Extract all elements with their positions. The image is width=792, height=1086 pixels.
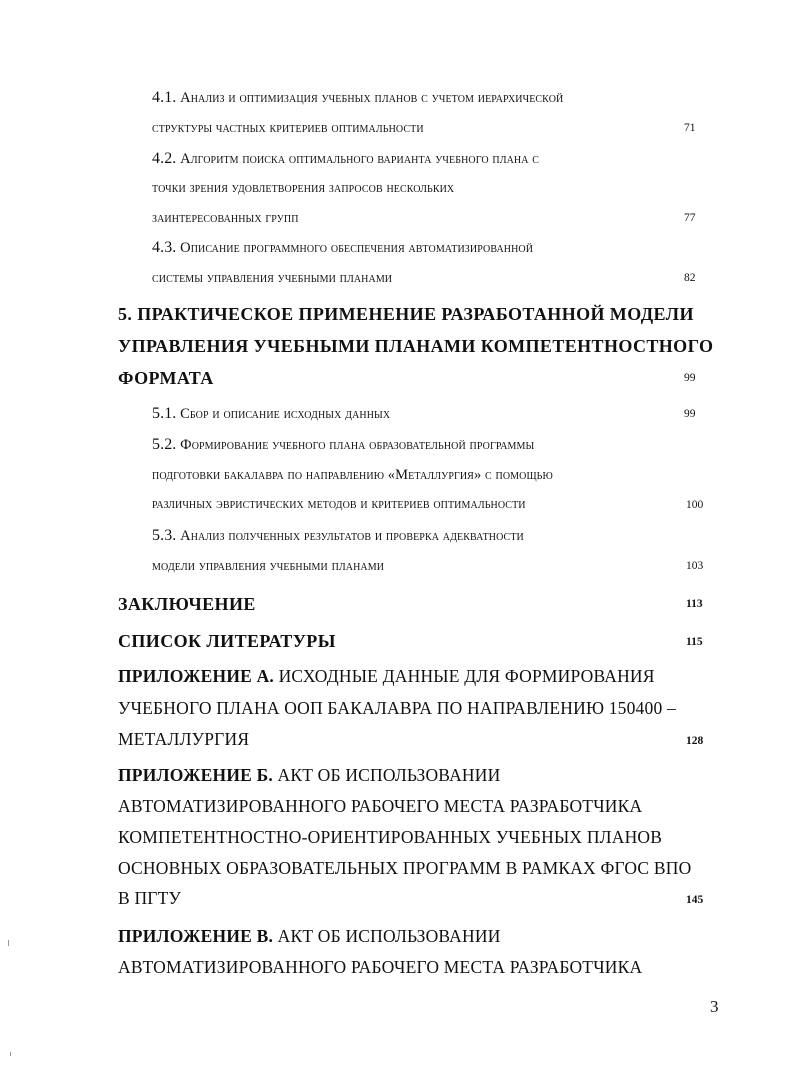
toc-entry-5-1-line-1 [152, 406, 390, 422]
toc-appendix-b-line-4: ОСНОВНЫХ ОБРАЗОВАТЕЛЬНЫХ ПРОГРАММ В РАМКАХ ФГОС ВПО [118, 858, 692, 878]
toc-page-number: 145 [686, 894, 704, 906]
toc-appendix-v-line-1 [118, 928, 501, 946]
toc-section-5-line-1: 5. ПРАКТИЧЕСКОЕ ПРИМЕНЕНИЕ РАЗРАБОТАННОЙ МОДЕЛИ [118, 304, 694, 324]
toc-entry-4-3-line-2: системы управления учебными планами [152, 270, 393, 286]
toc-appendix-a-line-2: УЧЕБНОГО ПЛАНА ООП БАКАЛАВРА ПО НАПРАВЛЕНИЮ 150400 – [118, 698, 676, 718]
toc-entry-5-3-line-1 [152, 528, 524, 544]
toc-title: Формирование учебного плана образовательной программы [180, 437, 535, 453]
toc-entry-4-1-line-1 [152, 90, 563, 106]
toc-appendix-v-line-2: АВТОМАТИЗИРОВАННОГО РАБОЧЕГО МЕСТА РАЗРАБОТЧИКА [118, 957, 643, 977]
scan-mark [8, 940, 9, 946]
toc-title: Анализ и оптимизация учебных планов с учетом иерархической [180, 90, 564, 106]
toc-page-number: 100 [686, 499, 704, 511]
scan-mark [10, 1052, 11, 1056]
toc-section-5-line-3: ФОРМАТА [118, 368, 214, 388]
toc-appendix-b-line-2: АВТОМАТИЗИРОВАННОГО РАБОЧЕГО МЕСТА РАЗРАБОТЧИКА [118, 796, 643, 816]
toc-number: 5.3. [152, 527, 177, 544]
toc-page-number: 115 [686, 636, 703, 648]
toc-page-number: 128 [686, 735, 704, 747]
toc-title: Алгоритм поиска оптимального варианта учебного плана с [180, 151, 540, 167]
toc-number: 4.2. [152, 150, 177, 167]
toc-entry-4-3-line-1 [152, 240, 533, 256]
appendix-title: АКТ ОБ ИСПОЛЬЗОВАНИИ [272, 765, 501, 785]
toc-entry-5-3-line-2: модели управления учебными планами [152, 558, 385, 574]
toc-page-number: 77 [684, 212, 696, 224]
toc-page-number: 82 [684, 272, 696, 284]
toc-section-5-line-2: УПРАВЛЕНИЯ УЧЕБНЫМИ ПЛАНАМИ КОМПЕТЕНТНОСТНОГО [118, 336, 714, 356]
toc-appendix-b-line-3: КОМПЕТЕНТНОСТНО-ОРИЕНТИРОВАННЫХ УЧЕБНЫХ ПЛАНОВ [118, 827, 663, 847]
appendix-title: ИСХОДНЫЕ ДАННЫЕ ДЛЯ ФОРМИРОВАНИЯ [274, 666, 655, 686]
toc-number: 4.3. [152, 239, 177, 256]
toc-entry-5-2-line-2: подготовки бакалавра по направлению «Металлургия» с помощью [152, 467, 553, 483]
toc-page-number: 71 [684, 122, 696, 134]
toc-appendix-b-line-5: В ПГТУ [118, 888, 182, 908]
appendix-label: ПРИЛОЖЕНИЕ А. [118, 666, 274, 686]
toc-appendix-a-line-3: МЕТАЛЛУРГИЯ [118, 729, 250, 749]
toc-appendix-b-line-1 [118, 767, 500, 785]
toc-entry-4-1-line-2: структуры частных критериев оптимальности [152, 120, 424, 136]
toc-number: 4.1. [152, 89, 177, 106]
toc-title: Описание программного обеспечения автоматизированной [180, 240, 534, 256]
toc-entry-5-2-line-1 [152, 437, 534, 453]
toc-page-number: 103 [686, 560, 704, 572]
appendix-label: ПРИЛОЖЕНИЕ Б. [118, 765, 273, 785]
toc-page-number: 113 [686, 598, 703, 610]
toc-number: 5.2. [152, 436, 177, 453]
toc-title: Анализ полученных результатов и проверка адекватности [180, 528, 524, 544]
toc-entry-4-2-line-1 [152, 151, 539, 167]
toc-entry-5-2-line-3: различных эвристических методов и критериев оптимальности [152, 496, 526, 512]
page-number: 3 [710, 997, 719, 1016]
toc-appendix-a-line-1 [118, 668, 655, 686]
toc-entry-4-2-line-3: заинтересованных групп [152, 210, 299, 226]
toc-number: 5.1. [152, 405, 177, 422]
toc-conclusion: ЗАКЛЮЧЕНИЕ [118, 594, 256, 614]
toc-title: Сбор и описание исходных данных [180, 406, 391, 422]
appendix-title: АКТ ОБ ИСПОЛЬЗОВАНИИ [273, 926, 501, 946]
appendix-label: ПРИЛОЖЕНИЕ В. [118, 926, 274, 946]
toc-entry-4-2-line-2: точки зрения удовлетворения запросов нескольких [152, 180, 455, 196]
toc-page-number: 99 [684, 408, 696, 420]
toc-references: СПИСОК ЛИТЕРАТУРЫ [118, 631, 336, 651]
toc-page-number: 99 [684, 372, 696, 384]
